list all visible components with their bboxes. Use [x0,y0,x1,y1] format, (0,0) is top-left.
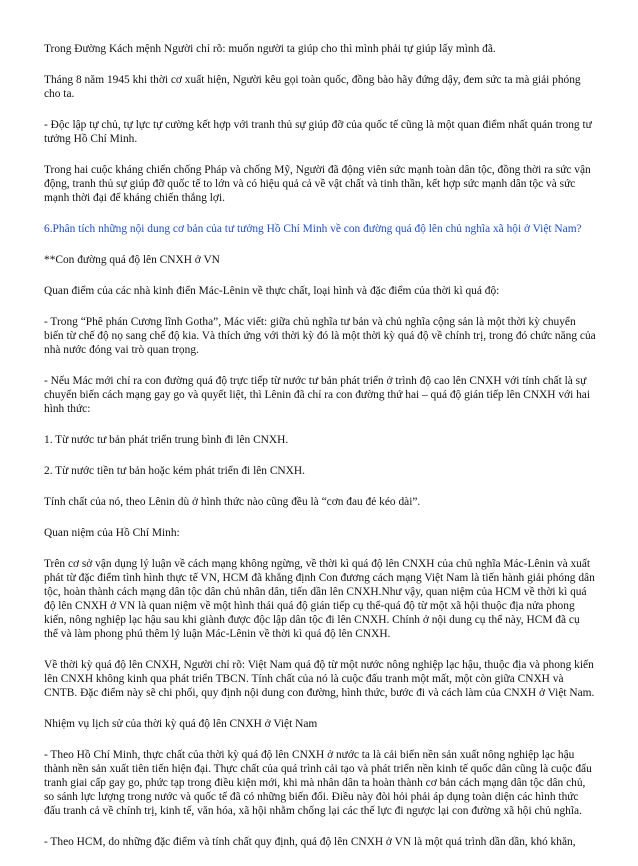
question-heading: 6.Phân tích những nội dung cơ bản của tư tưởng Hồ Chí Minh về con đường quá độ lên chủ nghĩa xã hội ở Việt Nam? [44,223,582,235]
document-page [44,42,596,866]
paragraph-resistance-wars: Trong hai cuộc kháng chiến chống Pháp và chống Mỹ, Người đã động viên sức mạnh toàn dân tộc, đồng thời ra sức vận động, tranh thủ sự giúp đỡ quốc tế to lớn và có hiệu quả cả về vật chất và tinh thần, kết hợp sức mạnh dân tộc và sức mạnh thời đại để kháng chiến thắng lợi. [44,164,591,204]
subheading-historic-tasks: Nhiệm vụ lịch sử của thời kỳ quá độ lên CNXH ở Việt Nam [44,718,318,730]
list-item-form-2: 2. Từ nước tiền tư bản hoặc kém phát triển đi lên CNXH. [44,465,305,477]
paragraph-nature: Tính chất của nó, theo Lênin dù ở hình thức nào cũng đều là “cơn đau đẻ kéo dài”. [44,496,421,508]
paragraph-august-1945: Tháng 8 năm 1945 khi thời cơ xuất hiện, Người kêu gọi toàn quốc, đồng bào hãy đứng dậy, đem sức ta mà giải phóng cho ta. [44,74,581,100]
paragraph-gradual-process: - Theo HCM, do những đặc điểm và tính chất quy định, quá độ lên CNXH ở VN là một quá trình dần dần, khó khăn, [44,836,576,848]
paragraph-hcm-basis: Trên cơ sở vận dụng lý luận về cách mạng không ngừng, về thời kì quá độ lên CNXH của chủ nghĩa Mác-Lênin và xuất phát từ đặc điểm tình hình thực tế VN, HCM đã khẳng định Con đương cách mạng Việt Nam là tiến hành giải phóng dân tộc, hoàn thành cách mạng dân tộc dân chủ nhân dân, tiến dần lên CNXH.Như vậy, quan niệm của HCM về thời kì quá độ lên CNXH ở VN là quan niệm về một hình thái quá độ gián tiếp cụ thể-quá độ từ một xã hội thuộc địa nửa phong kiến, nông nghiệp lạc hậu sau khi giành được độc lập dân tộc đi lên CNXH. Chính ở nội dung cụ thể này, HCM đã cụ thể và làm phong phú thêm lý luận Mác-Lênin về thời kì quá độ lên CNXH. [44,558,595,640]
list-item-form-1: 1. Từ nước tư bản phát triển trung bình đi lên CNXH. [44,434,289,446]
section-title: **Con đường quá độ lên CNXH ở VN [44,254,220,266]
paragraph-essence: - Theo Hồ Chí Minh, thực chất của thời kỳ quá độ lên CNXH ở nước ta là cải biến nền sản xuất nông nghiệp lạc hậu thành nền sản xuất tiên tiến hiện đại. Thực chất của quá trình cải tạo và phát triển nền kinh tế quốc dân cũng là cuộc đấu tranh giai cấp gay go, phức tạp trong điều kiện mới, khi mà nhân dân ta hoàn thành cơ bản cách mạng dân tộc dân chủ, so sánh lực lượng trong nước và quốc tế đã có những biến đổi. Điều này đòi hỏi phải áp dụng toàn diện các hình thức đấu tranh cả về chính trị, kinh tế, văn hóa, xã hội nhằm chống lại các thế lực đi ngược lại con đường xã hội chủ nghĩa. [44,749,592,817]
paragraph-lenin-path: - Nếu Mác mới chỉ ra con đường quá độ trực tiếp từ nước tư bản phát triển ở trình độ cao lên CNXH với tính chất là sự chuyển biến cách mạng gay go và quyết liệt, thì Lênin đã chỉ ra con đường thứ hai – quá độ gián tiếp lên CNXH với hai hình thức: [44,375,591,415]
paragraph-gotha: - Trong “Phê phán Cương lĩnh Gotha”, Mác viết: giữa chủ nghĩa tư bản và chủ nghĩa cộng sản là một thời kỳ chuyển biến từ chế độ nọ sang chế độ kia. Và thích ứng với thời kỳ đó là một thời kỳ quá độ về chính trị, trong đó chức năng của nhà nước đóng vai trò quan trọng. [44,316,596,356]
paragraph-transition-period: Về thời kỳ quá độ lên CNXH, Người chỉ rõ: Việt Nam quá độ từ một nước nông nghiệp lạc hậu, thuộc địa và phong kiến lên CNXH không kinh qua phát triển TBCN. Tính chất của nó là cuộc đấu tranh một mất, một còn giữa CNXH và CNTB. Đặc điểm này sẽ chi phối, quy định nội dung con đường, hình thức, bước đi và cách làm của CNXH ở Việt Nam. [44,659,595,699]
paragraph-self-help: Trong Đường Kách mệnh Người chỉ rõ: muốn người ta giúp cho thì mình phải tự giúp lấy mình đã. [44,43,496,55]
subheading-hcm-view: Quan niệm của Hồ Chí Minh: [44,527,180,539]
paragraph-marxist-view: Quan điểm của các nhà kinh điển Mác-Lênin về thực chất, loại hình và đặc điểm của thời kì quá độ: [44,285,500,297]
paragraph-independence: - Độc lập tự chủ, tự lực tự cường kết hợp với tranh thủ sự giúp đỡ của quốc tế cũng là một quan điểm nhất quán trong tư tưởng Hồ Chí Minh. [44,119,592,145]
